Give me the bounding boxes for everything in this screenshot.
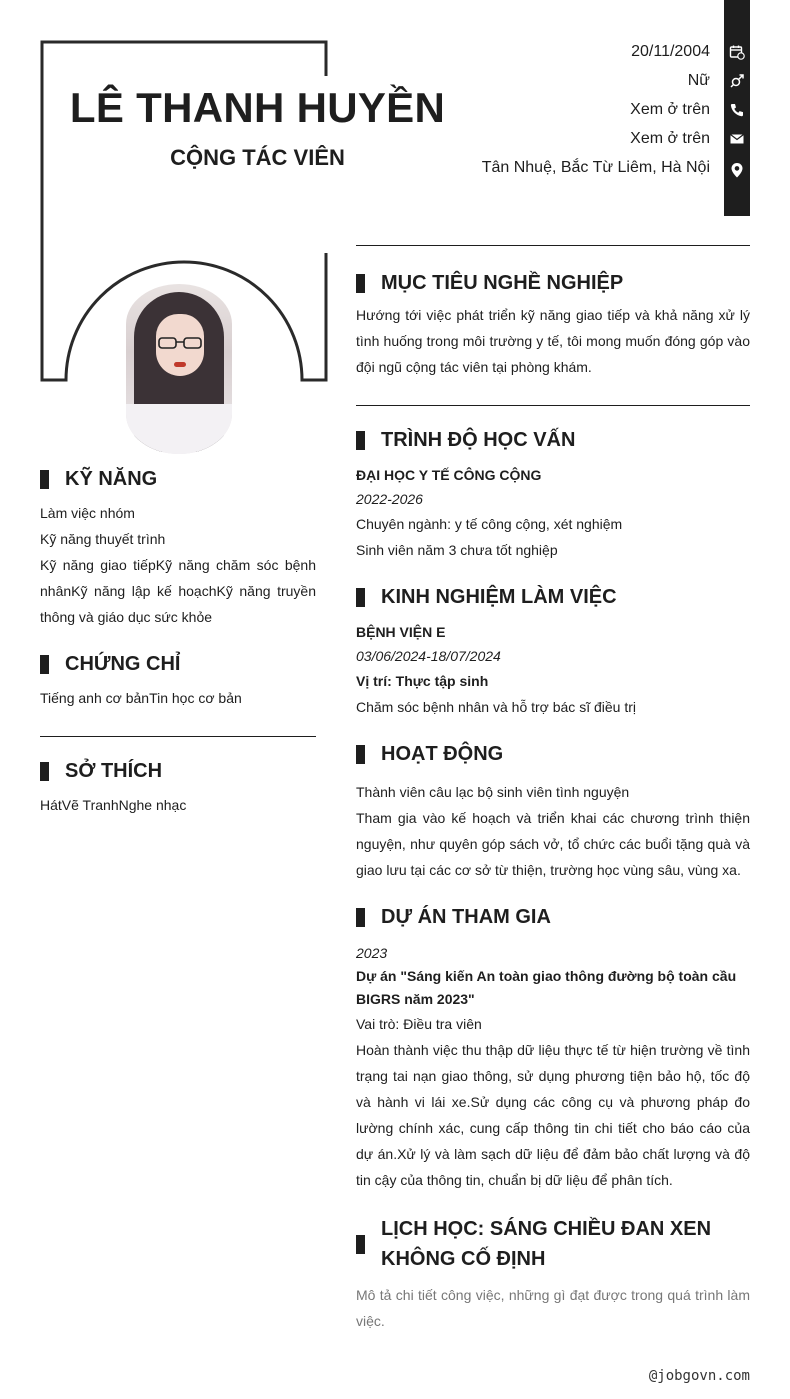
experience-position: Vị trí: Thực tập sinh <box>356 673 489 689</box>
hobbies-heading: SỞ THÍCH <box>40 760 162 783</box>
gender-icon <box>729 73 745 89</box>
education-period: 2022-2026 <box>356 491 423 507</box>
skills-paragraph: Kỹ năng giao tiếpKỹ năng chăm sóc bệnh nhânKỹ năng lập kế hoạchKỹ năng truyền thông và giáo dục sức khỏe <box>40 557 316 625</box>
profile-photo <box>126 284 232 454</box>
project-role: Vai trò: Điều tra viên <box>356 1016 482 1032</box>
objective-heading: MỤC TIÊU NGHỀ NGHIỆP <box>356 272 623 295</box>
location-icon <box>729 162 745 178</box>
divider <box>356 245 750 246</box>
activities-line2: Tham gia vào kế hoạch và triển khai các chương trình thiện nguyện, như quyên góp sách vở, tổ chức các buổi tặng quà và giao lưu tại các cơ sở từ thiện, trường học vùng sâu, vùng xa. <box>356 810 750 878</box>
certificates-heading: CHỨNG CHỈ <box>40 653 180 676</box>
watermark: @jobgovn.com <box>648 1368 750 1384</box>
skill-item: Kỹ năng thuyết trình <box>40 531 166 547</box>
contact-address: Tân Nhuệ, Bắc Từ Liêm, Hà Nội <box>481 159 710 176</box>
education-major: Chuyên ngành: y tế công cộng, xét nghiệm <box>356 516 623 532</box>
contact-birthday: 20/11/2004 <box>631 43 710 60</box>
experience-period: 03/06/2024-18/07/2024 <box>356 648 501 664</box>
objective-text: Hướng tới việc phát triển kỹ năng giao tiếp và khả năng xử lý tình huống trong môi trường y tế, tôi mong muốn đóng góp vào đội ngũ cộng tác viên tại phòng khám. <box>356 307 750 375</box>
hobbies-text: HátVẽ TranhNghe nhạc <box>40 797 187 813</box>
skill-item: Làm việc nhóm <box>40 505 135 521</box>
experience-description: Chăm sóc bệnh nhân và hỗ trợ bác sĩ điều trị <box>356 699 636 715</box>
candidate-name: LÊ THANH HUYỀN <box>69 84 446 131</box>
divider <box>356 405 750 406</box>
contact-gender: Nữ <box>687 72 710 89</box>
project-name: Dự án "Sáng kiến An toàn giao thông đường bộ toàn cầu BIGRS năm 2023" <box>356 968 737 1007</box>
experience-company: BỆNH VIỆN E <box>356 624 446 640</box>
education-heading: TRÌNH ĐỘ HỌC VẤN <box>356 429 575 452</box>
projects-heading: DỰ ÁN THAM GIA <box>356 906 551 929</box>
schedule-description: Mô tả chi tiết công việc, những gì đạt được trong quá trình làm việc. <box>356 1287 750 1329</box>
divider <box>40 736 316 737</box>
project-year: 2023 <box>356 945 388 961</box>
experience-heading: KINH NGHIỆM LÀM VIỆC <box>356 586 617 609</box>
mail-icon <box>729 131 745 147</box>
contact-phone: Xem ở trên <box>630 101 710 118</box>
activities-line1: Thành viên câu lạc bộ sinh viên tình nguyện <box>356 784 630 800</box>
phone-icon <box>729 102 745 118</box>
education-status: Sinh viên năm 3 chưa tốt nghiệp <box>356 542 558 558</box>
candidate-role: CỘNG TÁC VIÊN <box>170 145 345 170</box>
calendar-icon <box>729 44 745 60</box>
skills-heading: KỸ NĂNG <box>40 468 157 491</box>
contact-email: Xem ở trên <box>630 130 710 147</box>
certificates-text: Tiếng anh cơ bảnTin học cơ bản <box>40 690 242 706</box>
schedule-heading: LỊCH HỌC: SÁNG CHIỀU ĐAN XEN KHÔNG CỐ ĐỊNH <box>356 1214 711 1274</box>
education-school: ĐẠI HỌC Y TẾ CÔNG CỘNG <box>356 467 542 483</box>
project-description: Hoàn thành việc thu thập dữ liệu thực tế từ hiện trường về tình trạng tai nạn giao thông, sử dụng phương tiện bảo hộ, tốc độ và hành vi lái xe.Sử dụng các công cụ và phương pháp đo lường chính xác, cung cấp thông tin chi tiết cho báo cáo của dự án.Xử lý và làm sạch dữ liệu để đảm bảo chất lượng và độ tin cậy của thông tin, chuẩn bị dữ liệu để phân tích. <box>356 1042 750 1188</box>
activities-heading: HOẠT ĐỘNG <box>356 743 503 766</box>
